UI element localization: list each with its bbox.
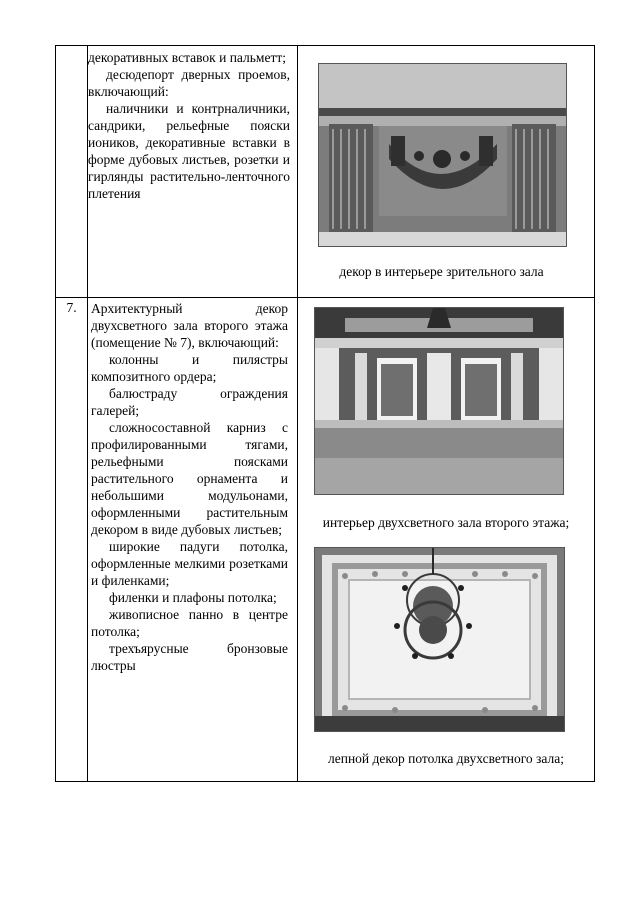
description-paragraph: сложносоставной карниз с профилированными тягами, рельефными поясками растительного орнамента и небольшими модульонами, оформленными растительным декором в виде дубовых листьев;: [91, 420, 288, 537]
row-description: [91, 300, 288, 674]
description-paragraph: балюстраду ограждения галерей;: [91, 386, 288, 418]
description-paragraph: десюдепорт дверных проемов, включающий:: [88, 67, 290, 99]
description-paragraph: широкие падуги потолка, оформленные мелкими розетками и филенками;: [91, 539, 288, 588]
row-description: [88, 49, 290, 202]
photo-caption: интерьер двухсветного зала второго этажа;: [322, 515, 570, 530]
description-paragraph: живописное панно в центре потолка;: [91, 607, 288, 639]
photo-caption: лепной декор потолка двухсветного зала;: [328, 751, 564, 766]
ceiling-stucco-photo: [314, 547, 565, 732]
description-paragraph: декоративных вставок и пальметт;: [88, 50, 287, 65]
heritage-table: [55, 45, 595, 782]
theater-hall-decor-photo: [318, 63, 567, 247]
description-paragraph: колонны и пилястры композитного ордера;: [91, 352, 288, 384]
double-height-hall-photo: [314, 307, 564, 495]
description-paragraph: филенки и плафоны потолка;: [109, 590, 277, 605]
description-paragraph: Архитектурный декор двухсветного зала второго этажа (помещение № 7), включающий:: [91, 301, 288, 350]
description-paragraph: трехъярусные бронзовые люстры: [91, 641, 288, 673]
photo-caption: декор в интерьере зрительного зала: [339, 264, 544, 279]
row-divider: [56, 297, 594, 298]
description-paragraph: наличники и контрналичники, сандрики, рельефные пояски иоников, декоративные вставки в форме дубовых листьев, розетки и гирлянды растительно-ленточного плетения: [88, 101, 290, 201]
column-divider: [297, 46, 298, 781]
row-number: 7.: [66, 300, 77, 315]
